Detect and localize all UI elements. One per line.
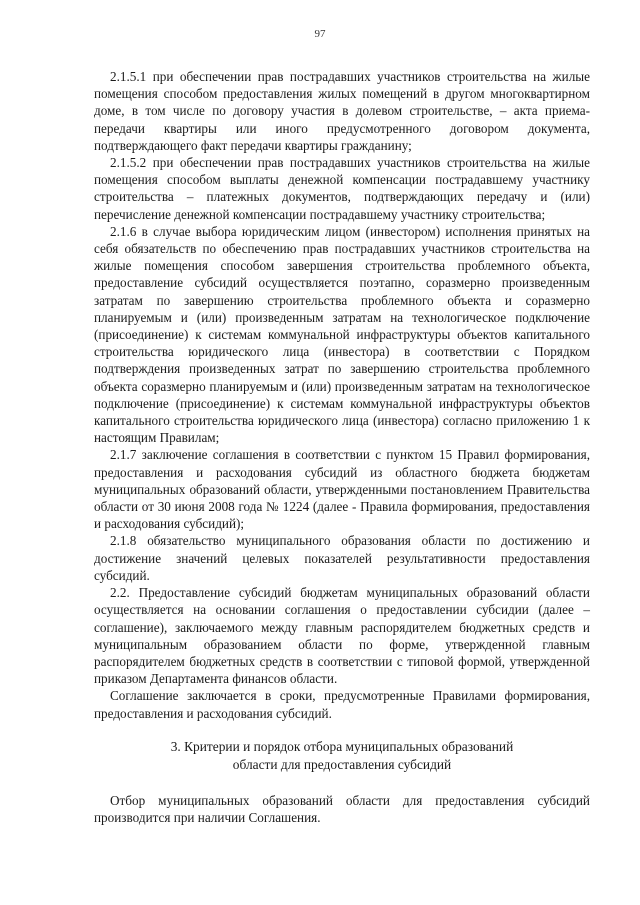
paragraph-2-1-5-2: 2.1.5.2 при обеспечении прав пострадавших участников строительства на жилые помещения способом выплаты денежной компенсации пострадавшему участнику строительства – платежных документов, подтверждающих передачу и (или) перечисление денежной компенсации пострадавшему участнику строительства; (94, 155, 590, 222)
paragraph-agreement-terms: Соглашение заключается в сроки, предусмотренные Правилами формирования, предоставления и расходования субсидий. (94, 688, 590, 721)
paragraph-2-1-5-1: 2.1.5.1 при обеспечении прав пострадавших участников строительства на жилые помещения способом предоставления жилых помещений в другом многоквартирном доме, в том числе по договору участия в долевом строительстве, – акта приема-передачи квартиры или иного предусмотренного договором документа, подтверждающего факт передачи квартиры гражданину; (94, 69, 590, 153)
section-title-line-2: области для предоставления субсидий (232, 756, 452, 772)
paragraph-2-1-6: 2.1.6 в случае выбора юридическим лицом (инвестором) исполнения принятых на себя обязательств по обеспечению прав пострадавших участников строительства на жилые помещения способом завершения строительства проблемного объекта, предоставление субсидий осуществляется поэтапно, соразмерно произведенным затратам по завершению строительства проблемного объекта и соразмерно планируемым и (или) произведенным затратам на технологическое подключение (присоединение) к системам коммунальной инфраструктуры объектов капитального строительства юридического лица (инвестора) в соответствии с Порядком подтверждения произведенных затрат по завершению строительства проблемного объекта соразмерно планируемым и (или) произведенным затратам на технологическое подключение (присоединение) к системам коммунальной инфраструктуры объектов капитального строительства юридического лица (инвестора) согласно приложению 1 к настоящим Правилам; (94, 223, 590, 446)
section-title-line-1: 3. Критерии и порядок отбора муниципальных образований (170, 738, 514, 754)
paragraph-2-1-8: 2.1.8 обязательство муниципального образования области по достижению и достижение значений целевых показателей результативности предоставления субсидий. (94, 533, 590, 583)
document-body (94, 68, 590, 826)
section-title (94, 738, 590, 774)
paragraph-selection: Отбор муниципальных образований области для предоставления субсидий производится при наличии Соглашения. (94, 792, 590, 825)
paragraph-2-1-7: 2.1.7 заключение соглашения в соответствии с пунктом 15 Правил формирования, предоставления и расходования субсидий из областного бюджета бюджетам муниципальных образований области, утвержденными постановлением Правительства области от 30 июня 2008 года № 1224 (далее - Правила формирования, предоставления и расходования субсидий); (94, 447, 590, 532)
page-number: 97 (314, 28, 326, 40)
paragraph-2-2: 2.2. Предоставление субсидий бюджетам муниципальных образований области осуществляется на основании соглашения о предоставлении субсидии (далее – соглашение), заключаемого между главным распорядителем бюджетных средств и муниципальным образованием области по форме, утвержденной главным распорядителем бюджетных средств в соответствии с типовой формой, утвержденной приказом Департамента финансов области. (94, 585, 590, 687)
